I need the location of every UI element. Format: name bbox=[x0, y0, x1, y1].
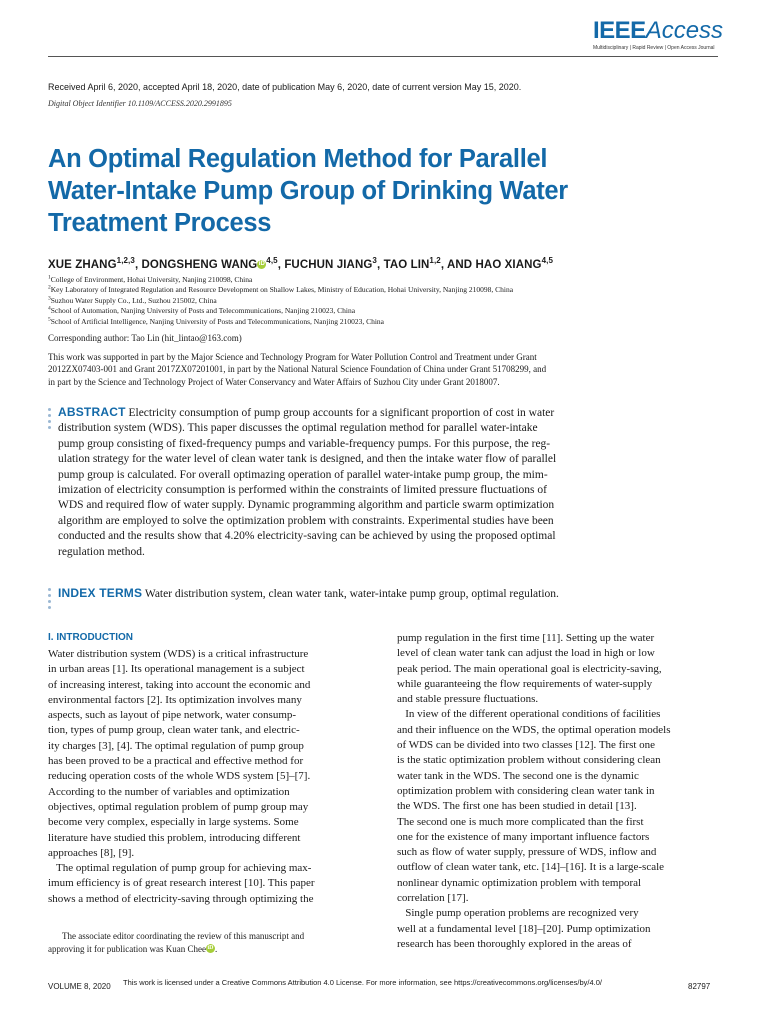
affiliation-text: School of Automation, Nanjing University of Posts and Telecommunications, Nanjing 210023, China bbox=[50, 306, 356, 316]
affiliation-text: School of Artificial Intelligence, Nanjing University of Posts and Telecommunications, Nanjing 210023, China bbox=[50, 316, 384, 326]
paper-title bbox=[48, 143, 608, 239]
funding-line: 2012ZX07403-001 and Grant 2017ZX07201001, in part by the National Natural Science Foundation of China under Grant 51708299, and bbox=[48, 364, 547, 375]
abstract-line: regulation method. bbox=[58, 545, 145, 558]
affiliation-number: 1 bbox=[48, 274, 51, 281]
body-line: In view of the different operational conditions of facilities bbox=[397, 708, 661, 721]
logo-access: Access bbox=[645, 17, 724, 44]
author-affiliation-marks: 4,5 bbox=[266, 256, 278, 266]
abstract-text: Electricity consumption of pump group accounts for a significant proportion of cost in water bbox=[128, 407, 555, 419]
body-line: level of clean water tank can adjust the load in high or low bbox=[397, 647, 655, 660]
body-line: According to the number of variables and optimization bbox=[48, 785, 290, 798]
right-column bbox=[397, 631, 718, 952]
abstract-line: WDS and required flow of water supply. Dynamic programming algorithm and particle swarm optimization bbox=[58, 499, 555, 512]
affiliation-number: 3 bbox=[48, 295, 51, 302]
abstract-line: imization of electricity consumption is performed within the constraints of limited pressure fluctuations of bbox=[58, 484, 547, 497]
body-line: has been proved to be a practical and effective method for bbox=[48, 755, 304, 768]
author-affiliation-marks: 1,2,3 bbox=[116, 256, 135, 266]
body-line: of increasing interest, taking into account the economic and bbox=[48, 678, 311, 691]
author-affiliation-marks: 4,5 bbox=[541, 256, 554, 266]
body-line: and stable pressure fluctuations. bbox=[397, 693, 539, 706]
title-line-1: An Optimal Regulation Method for Parallel bbox=[48, 145, 548, 173]
author-affiliation-marks: 1,2 bbox=[429, 256, 441, 266]
affiliation-number: 4 bbox=[48, 305, 51, 312]
affiliation-item bbox=[48, 296, 718, 306]
logo-tagline: Multidisciplinary | Rapid Review | Open Access Journal bbox=[593, 45, 715, 51]
body-line: imum efficiency is of great research interest [10]. This paper bbox=[48, 877, 315, 890]
body-line: aspects, such as layout of pipe network, water consump- bbox=[48, 709, 297, 722]
body-line: objectives, optimal regulation problem of pump group may bbox=[48, 800, 309, 813]
author-name: FUCHUN JIANG bbox=[284, 259, 373, 271]
body-line: shows a method of electricity-saving through optimizing the bbox=[48, 892, 314, 905]
footer-license[interactable]: This work is licensed under a Creative Commons Attribution 4.0 License. For more information, see https://creativecommons.org/licenses/by/4.0/ bbox=[123, 978, 602, 987]
funding-line: This work was supported in part by the Major Science and Technology Program for Water Pollution Control and Treatment under Grant bbox=[48, 352, 537, 362]
body-line: Single pump operation problems are recognized very bbox=[397, 907, 639, 920]
orcid-icon[interactable]: iD bbox=[207, 944, 214, 951]
body-line: tion, types of pump group, clean water tank, and electric- bbox=[48, 724, 300, 737]
body-line: pump regulation in the first time [11]. Setting up the water bbox=[397, 632, 655, 644]
abstract bbox=[58, 405, 728, 560]
page-number: 82797 bbox=[688, 982, 711, 991]
body-line: ity charges [3], [4]. The optimal regulation of pump group bbox=[48, 739, 304, 752]
abstract-line: conducted and the results show that 4.20% electricity-saving can be achieved by using the proposed optimal bbox=[58, 530, 556, 543]
affiliation-list bbox=[48, 275, 718, 327]
affiliation-item bbox=[48, 306, 718, 316]
body-line: well at a fundamental level [18]–[20]. Pump optimization bbox=[397, 922, 651, 935]
funding-line: in part by the Science and Technology Project of Water Conservancy and Water Affairs of Suzhou City under Grant 2018007. bbox=[48, 376, 500, 387]
body-line: while guaranteeing the flow requirements of water-supply bbox=[397, 677, 653, 690]
footnote-text: approving it for publication was Kuan Chee bbox=[48, 943, 206, 954]
abstract-label: ABSTRACT bbox=[58, 405, 126, 419]
affiliation-text: College of Environment, Hohai University, Nanjing 210098, China bbox=[50, 275, 253, 284]
index-terms-label: INDEX TERMS bbox=[58, 586, 143, 600]
footer-volume: VOLUME 8, 2020 bbox=[48, 982, 111, 991]
body-line: the WDS. The first one has been studied in detail [13]. bbox=[397, 800, 637, 813]
body-line: environmental factors [2]. Its optimization involves many bbox=[48, 693, 302, 706]
abstract-line: pump group consisting of fixed-frequency pumps and variable-frequency pumps. For this purpose, the reg- bbox=[58, 437, 551, 450]
affiliation-number: 2 bbox=[48, 284, 51, 291]
author-list: XUE ZHANG$^{1,2,3}$, DONGSHENG WANGiD$^{4,5}$, FUCHUN JIANG$^3$, TAO LIN$^{1,2}$, AND HAO XIANG$^{4,5}$ bbox=[48, 256, 554, 271]
body-line: The second one is much more complicated than the first bbox=[397, 815, 644, 828]
author-affiliation-marks: 3 bbox=[372, 256, 377, 266]
body-line: approaches [8], [9]. bbox=[48, 846, 135, 859]
title-line-2: Water-Intake Pump Group of Drinking Water bbox=[48, 177, 568, 205]
body-line: reducing operation costs of the whole WDS system [5]–[7]. bbox=[48, 770, 311, 783]
affiliation-item bbox=[48, 275, 718, 285]
body-line: literature have studied this problem, introducing different bbox=[48, 831, 301, 844]
editor-footnote bbox=[48, 930, 371, 955]
footnote-line: approving it for publication was Kuan Chee iD . bbox=[48, 943, 218, 954]
author-name: DONGSHENG WANG bbox=[141, 259, 258, 271]
doi[interactable]: Digital Object Identifier 10.1109/ACCESS.2020.2991895 bbox=[48, 99, 232, 108]
funding-statement bbox=[48, 351, 688, 388]
body-line: correlation [17]. bbox=[397, 892, 469, 905]
affiliation-item bbox=[48, 317, 718, 327]
abstract-line: distribution system (WDS). This paper discusses the optimal regulation method for parallel water-intake bbox=[58, 422, 538, 435]
left-column bbox=[48, 647, 371, 907]
body-line: The optimal regulation of pump group for achieving max- bbox=[48, 862, 312, 875]
affiliation-text: Suzhou Water Supply Co., Ltd., Suzhou 215002, China bbox=[50, 295, 217, 305]
title-line-3: Treatment Process bbox=[48, 209, 272, 237]
abstract-line: ulation strategy for the water level of clean water tank is designed, and then the intake water flow of parallel bbox=[58, 453, 557, 466]
abstract-line bbox=[58, 405, 728, 421]
body-line: nonlinear dynamic optimization problem with temporal bbox=[397, 876, 642, 889]
body-line: one for the existence of many important influence factors bbox=[397, 830, 650, 843]
footnote-line: The associate editor coordinating the review of this manuscript and bbox=[62, 931, 305, 941]
body-line: optimization problem with considering clean water tank in bbox=[397, 784, 655, 797]
corresponding-author: Corresponding author: Tao Lin (hit_lintao@163.com) bbox=[48, 333, 242, 343]
affiliation-number: 5 bbox=[48, 316, 51, 323]
author-name: XUE ZHANG bbox=[48, 259, 117, 271]
body-line: in urban areas [1]. Its operational management is a subject bbox=[48, 663, 305, 676]
body-line: Water distribution system (WDS) is a critical infrastructure bbox=[48, 648, 309, 660]
body-line: peak period. The main operational goal is electricity-saving, bbox=[397, 662, 662, 675]
body-line: water tank in the WDS. The second one is the dynamic bbox=[397, 769, 639, 782]
affiliation-item bbox=[48, 285, 718, 295]
body-line: become very complex, especially in large systems. Some bbox=[48, 816, 299, 829]
body-line: is the static optimization problem without considering clean bbox=[397, 754, 661, 767]
orcid-icon[interactable]: iD bbox=[258, 261, 265, 267]
index-terms bbox=[58, 586, 559, 602]
index-terms-text: Water distribution system, clean water tank, water-intake pump group, optimal regulation. bbox=[144, 588, 559, 600]
body-line: outflow of clean water tank, etc. [14]–[16]. It is a large-scale bbox=[397, 861, 665, 874]
abstract-line: pump group is calculated. For overall optimazing operation of parallel water-intake pump group, the mim- bbox=[58, 468, 548, 481]
section-heading: I. INTRODUCTION bbox=[48, 632, 133, 643]
abstract-dots-icon bbox=[48, 408, 51, 432]
header-divider bbox=[48, 56, 718, 57]
body-line: and their influence on the WDS, the optimal operation models bbox=[397, 723, 671, 736]
author-name: TAO LIN bbox=[383, 259, 430, 271]
logo-ieee: IEEE bbox=[593, 17, 646, 44]
body-line: research has been thoroughly explored in the areas of bbox=[397, 937, 632, 950]
journal-logo bbox=[593, 18, 723, 44]
received-dates: Received April 6, 2020, accepted April 18, 2020, date of publication May 6, 2020, date of current version May 15, 2020. bbox=[48, 82, 522, 92]
affiliation-text: Key Laboratory of Integrated Regulation and Resource Development on Shallow Lakes, Ministry of Education, Hohai University, Nanjing 210098, China bbox=[50, 285, 514, 295]
body-line: such as flow of water supply, pressure of WDS, inflow and bbox=[397, 846, 657, 859]
body-line: of WDS can be divided into two classes [12]. The first one bbox=[397, 739, 656, 752]
author-name: AND HAO XIANG bbox=[447, 259, 542, 271]
index-terms-dots-icon bbox=[48, 588, 51, 612]
abstract-line: algorithm are employed to solve the optimization problem with constraints. Experimental studies have been bbox=[58, 514, 554, 527]
